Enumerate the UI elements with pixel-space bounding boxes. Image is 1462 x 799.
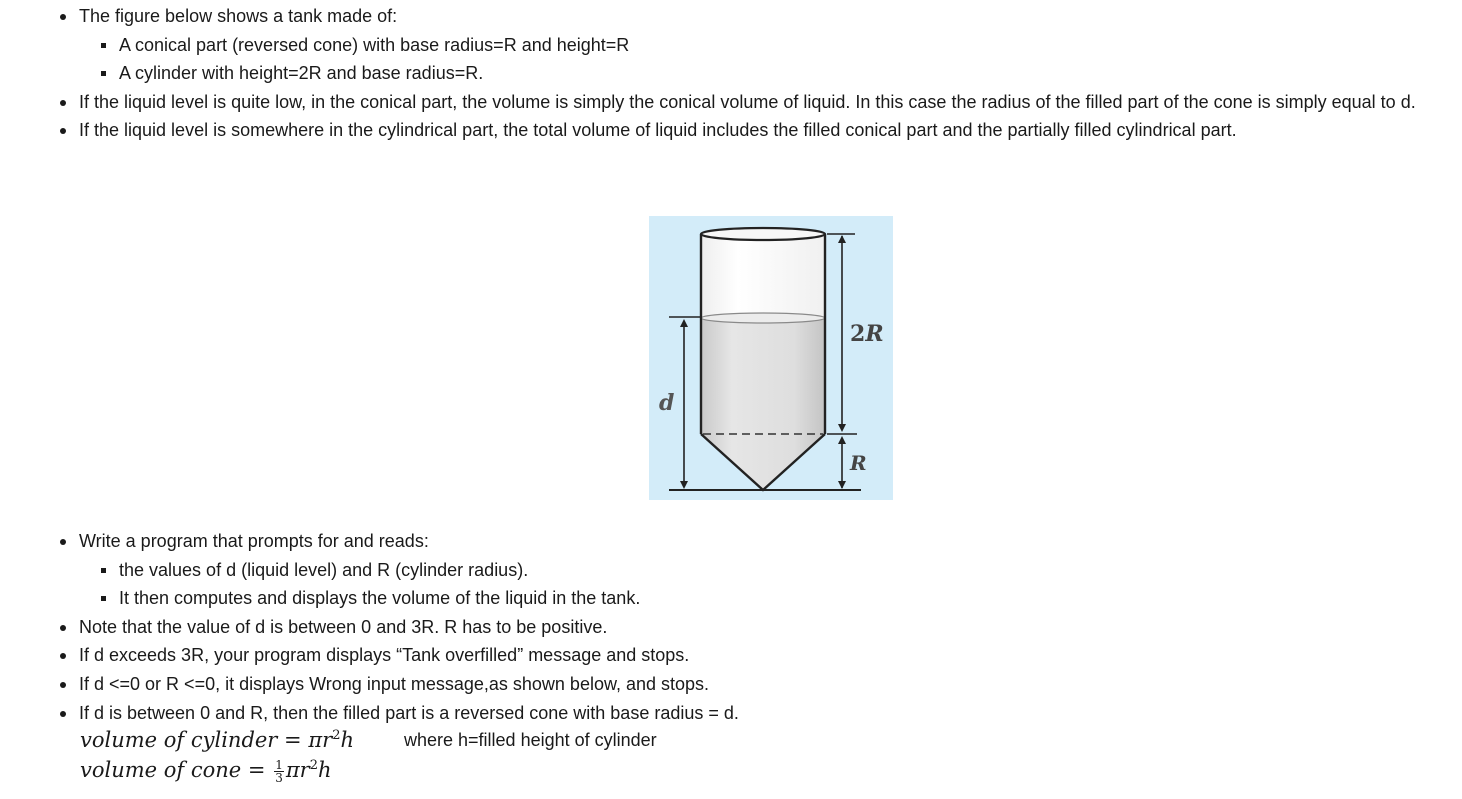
cylinder-volume-formula [80,728,354,752]
list-item-text: The figure below shows a tank made of: [79,6,398,26]
list-item: If d is between 0 and R, then the filled part is a reversed cone with base radius = d. [60,699,1450,728]
cone-volume-formula [80,758,332,784]
label-2r-var: R [865,321,884,347]
list-item-text: Write a program that prompts for and reads: [79,531,429,551]
list-item: If d exceeds 3R, your program displays “Tank overfilled” message and stops. [60,641,1450,670]
label-d: d [659,390,675,416]
task-list [60,527,1450,727]
list-item: If the liquid level is somewhere in the cylindrical part, the total volume of liquid includes the filled conical part and the partially filled cylindrical part. [60,116,1450,145]
list-item: If d <=0 or R <=0, it displays Wrong input message,as shown below, and stops. [60,670,1450,699]
label-2r-num: 2 [850,321,866,347]
sub-list-item: It then computes and displays the volume of the liquid in the tank. [79,584,1450,613]
fraction-denominator: 3 [275,771,283,785]
formula-h: h [340,728,354,752]
formula-pi-r: πr [285,758,310,782]
formula-exponent: 2 [332,728,341,743]
fraction-numerator: 1 [275,758,283,772]
list-item [60,527,1450,613]
formula-equals: = [284,728,302,752]
sub-list-item: A conical part (reversed cone) with base radius=R and height=R [79,31,1450,60]
label-r: R [850,451,867,475]
tank-figure [649,216,893,500]
list-item [60,2,1450,88]
formula-h: h [317,758,332,782]
cylinder-top-rim [701,228,825,240]
formula-fraction [274,759,284,784]
formula-lhs: volume of cone [80,758,242,782]
cylinder-formula-note: where h=filled height of cylinder [404,730,657,750]
label-2r [850,321,884,347]
tank-diagram [649,216,893,500]
list-item: If the liquid level is quite low, in the conical part, the volume is simply the conical volume of liquid. In this case the radius of the filled part of the cone is simply equal to d. [60,88,1450,117]
cylinder-empty-part [701,234,825,318]
formula-exponent: 2 [309,758,318,773]
cylinder-liquid [701,318,825,434]
formula-pi-r: πr [308,728,333,752]
list-item: Note that the value of d is between 0 and 3R. R has to be positive. [60,613,1450,642]
intro-list [60,2,1450,145]
sub-list [79,556,1450,613]
sub-list-item: the values of d (liquid level) and R (cylinder radius). [79,556,1450,585]
liquid-surface [701,313,825,323]
sub-list [79,31,1450,88]
formula-lhs: volume of cylinder [80,728,278,752]
formula-equals: = [247,758,266,782]
sub-list-item: A cylinder with height=2R and base radius=R. [79,59,1450,88]
